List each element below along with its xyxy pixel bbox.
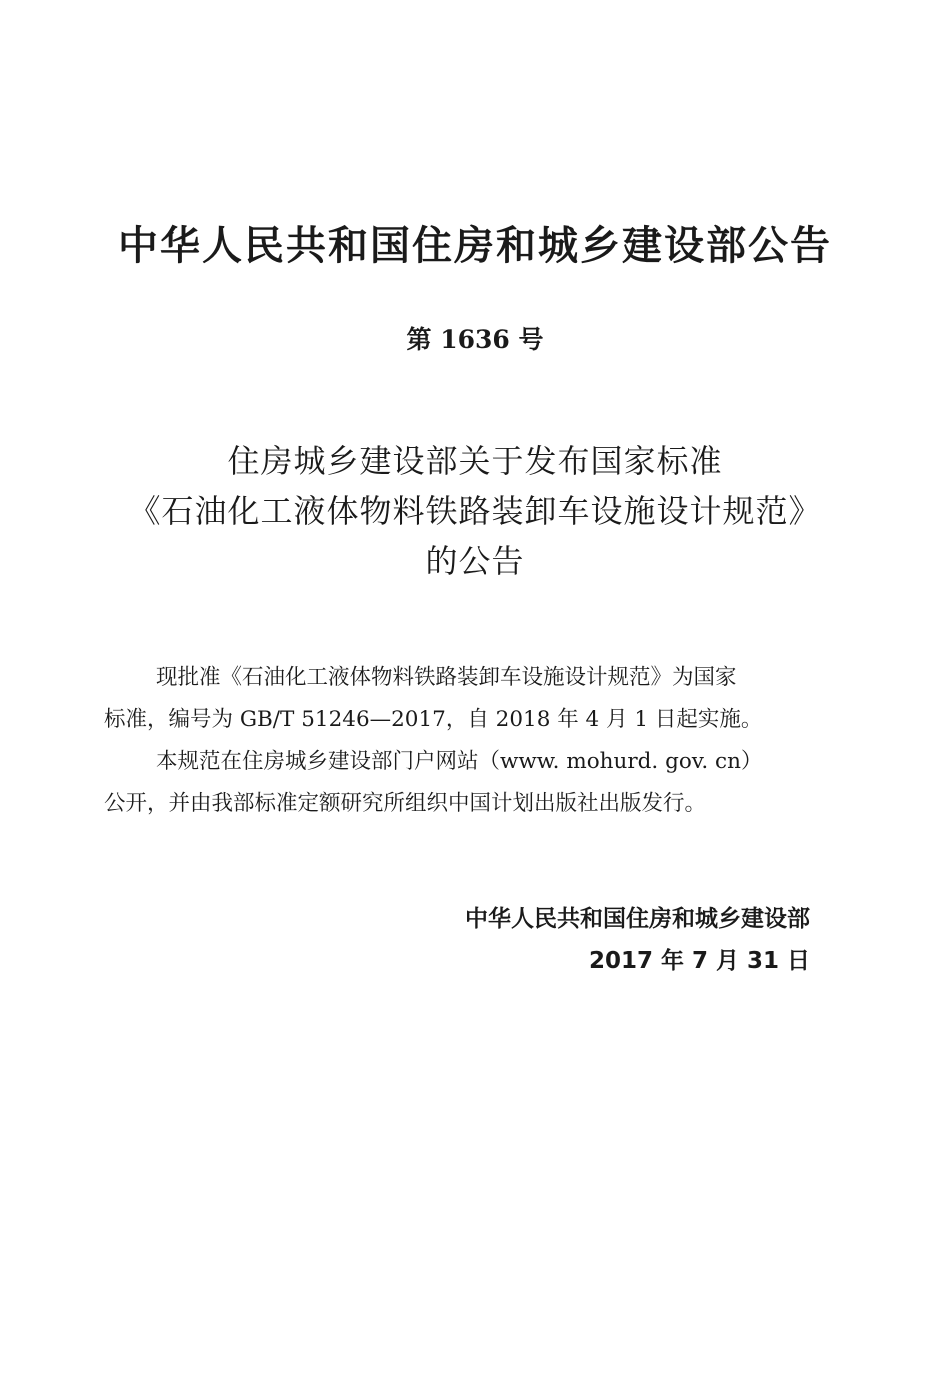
announcement-body [104,657,864,825]
issue-date: 2017 年 7 月 31 日 [588,948,810,974]
issuer-name: 中华人民共和国住房和城乡建设部 [465,906,810,932]
subject-line: 住房城乡建设部关于发布国家标准 [227,442,723,480]
signature-block [380,898,810,982]
announcement-title: 中华人民共和国住房和城乡建设部公告 [118,223,832,269]
body-paragraph-1-line: 标准，编号为 GB/T 51246—2017，自 2018 年 4 月 1 日起实施。 [104,707,763,732]
announcement-subject [0,436,950,586]
subject-line: 《石油化工液体物料铁路装卸车设施设计规范》 [128,492,822,530]
subject-line: 的公告 [425,542,525,580]
body-paragraph-1-line: 现批准《石油化工液体物料铁路装卸车设施设计规范》为国家 [156,665,737,690]
body-paragraph-2-line: 公开，并由我部标准定额研究所组织中国计划出版社出版发行。 [104,791,707,816]
announcement-number: 第 1636 号 [406,325,544,354]
body-paragraph-2-line: 本规范在住房城乡建设部门户网站（www. mohurd. gov. cn） [156,749,763,774]
